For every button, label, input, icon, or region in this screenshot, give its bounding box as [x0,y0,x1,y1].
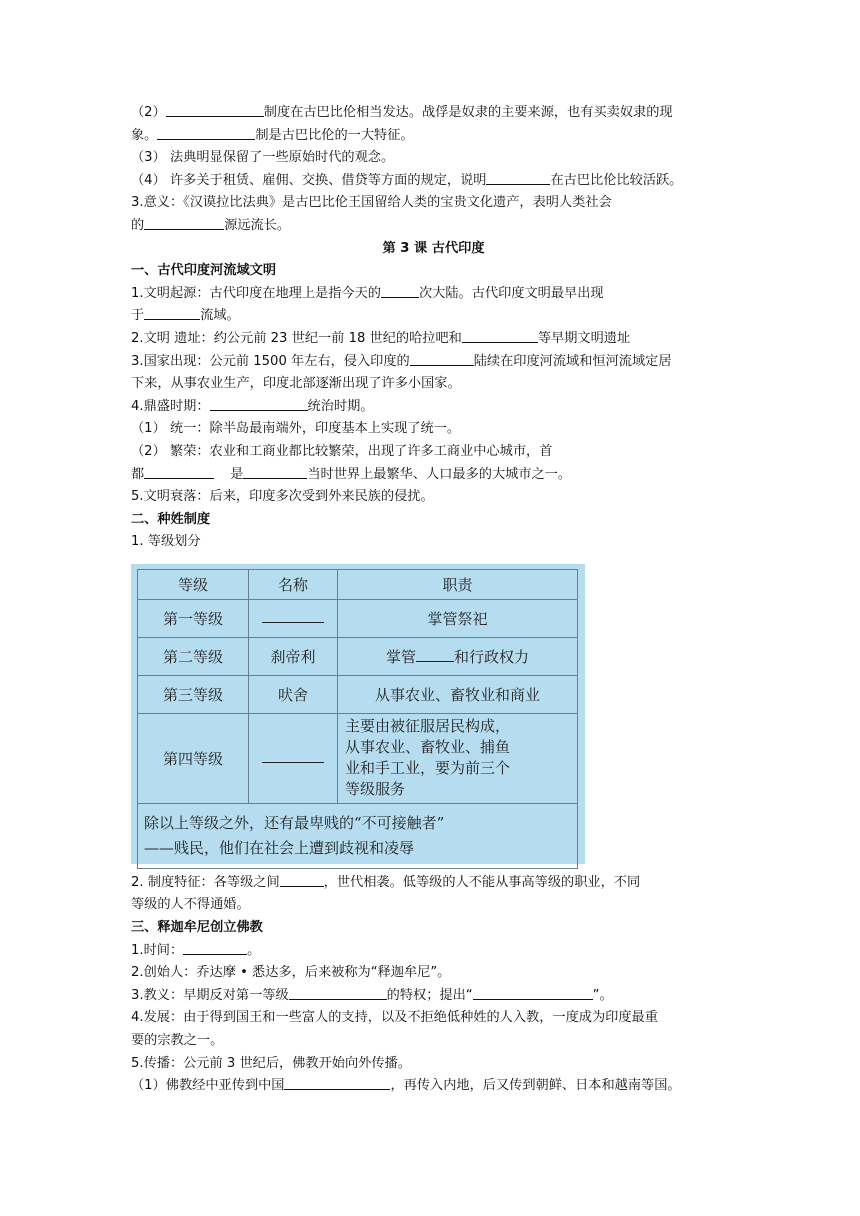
table-header: 等级 [138,569,249,599]
table-cell: 第四等级 [138,713,249,803]
table-row [138,599,578,637]
table-row [138,675,578,713]
table-cell: 掌管祭祀 [338,599,578,637]
text-line: 3.意义：《汉谟拉比法典》是古巴比伦王国留给人类的宝贵文化遗产，表明人类社会 [131,195,612,211]
text-line: 于 流域。 [131,308,240,324]
caste-table-image [131,564,585,864]
fill-blank[interactable] [462,329,538,343]
text-line: 5.文明衰落：后来，印度多次受到外来民族的侵扰。 [131,489,434,505]
caste-table [137,569,578,869]
fill-blank[interactable] [280,873,324,887]
text-line: 3.国家出现：公元前 1500 年左右，侵入印度的 陆续在印度河流域和恒河流域定居 [131,353,672,369]
text-line: 的 源远流长。 [131,217,291,233]
text-line: 等级的人不得通婚。 [131,897,250,913]
text-line: 4.鼎盛时期： 统治时期。 [131,398,374,414]
table-cell: 第三等级 [138,675,249,713]
fill-blank[interactable] [416,651,454,662]
text-line: 1.时间： 。 [131,942,261,958]
text-line: （4） 许多关于租赁、雇佣、交换、借贷等方面的规定，说明 在古巴比伦比较活跃。 [131,172,683,188]
lesson-title: 第 3 课 古代印度 [382,240,485,256]
table-cell: 吠舍 [249,675,338,713]
fill-blank[interactable] [410,352,474,366]
table-header: 名称 [249,569,338,599]
fill-blank[interactable] [183,941,247,955]
text-line: 2.创始人：乔达摩 • 悉达多，后来被称为“释迦牟尼”。 [131,965,451,981]
fill-blank[interactable] [486,171,550,185]
text-line: （2） 制度在古巴比伦相当发达。战俘是奴隶的主要来源，也有买卖奴隶的现 [131,105,673,120]
table-cell: 从事农业、畜牧业和商业 [338,675,578,713]
fill-blank[interactable] [144,465,214,479]
fill-blank[interactable] [144,216,224,230]
fill-blank[interactable] [284,1076,390,1090]
table-cell: 主要由被征服居民构成， 从事农业、畜牧业、捕鱼 业和手工业，要为前三个 等级服务 [338,713,578,803]
fill-blank[interactable] [289,986,387,1000]
text-line: 象。 制是古巴比伦的一大特征。 [131,127,414,143]
fill-blank[interactable] [243,465,307,479]
fill-blank[interactable] [262,752,324,763]
table-cell: 第二等级 [138,637,249,675]
section-heading: 二、种姓制度 [131,511,211,527]
text-line: （1）佛教经中亚传到中国 ，再传入内地，后又传到朝鲜、日本和越南等国。 [131,1078,681,1094]
table-cell [249,599,338,637]
text-line: 1. 等级划分 [131,534,201,550]
table-footer: 除以上等级之外，还有最卑贱的“不可接触者” ——贱民，他们在社会上遭到歧视和凌辱 [138,803,578,868]
text-line: 2. 制度特征：各等级之间 ，世代相袭。低等级的人不能从事高等级的职业，不同 [131,874,641,890]
table-row [138,637,578,675]
table-row [138,713,578,803]
text-line: 5.传播：公元前 3 世纪后，佛教开始向外传播。 [131,1055,411,1071]
text-line: 3.教义：早期反对第一等级 的特权；提出“ ”。 [131,987,613,1003]
document-page [131,102,736,1098]
fill-blank[interactable] [144,306,200,320]
text-line: 都 是 当时世界上最繁华、人口最多的大城市之一。 [131,466,572,482]
text-line: 要的宗教之一。 [131,1033,224,1049]
fill-blank[interactable] [473,986,593,1000]
text-line: 1.文明起源：古代印度在地理上是指今天的 次大陆。古代印度文明最早出现 [131,285,604,301]
text-line: 2.文明 遗址：约公元前 23 世纪一前 18 世纪的哈拉吧和 等早期文明遗址 [131,330,631,346]
table-cell: 掌管 和行政权力 [338,637,578,675]
fill-blank[interactable] [210,397,308,411]
fill-blank[interactable] [166,103,264,117]
text-line: （1） 统一：除半岛最南端外，印度基本上实现了统一。 [131,421,461,437]
text-line: （2） 繁荣：农业和工商业都比较繁荣，出现了许多工商业中心城市，首 [131,443,553,459]
table-cell: 第一等级 [138,599,249,637]
section-heading: 一、古代印度河流域文明 [131,263,277,279]
section-heading: 三、释迦牟尼创立佛教 [131,920,263,936]
table-cell: 刹帝利 [249,637,338,675]
table-cell [249,713,338,803]
fill-blank[interactable] [262,612,324,623]
text-line: 下来，从事农业生产，印度北部逐渐出现了许多小国家。 [131,376,461,392]
text-line: （3） 法典明显保留了一些原始时代的观念。 [131,150,395,166]
fill-blank[interactable] [157,126,255,140]
table-row [138,803,578,868]
fill-blank[interactable] [381,284,419,298]
text-line: 4.发展：由于得到国王和一些富人的支持，以及不拒绝低种姓的人入教，一度成为印度最重 [131,1010,658,1026]
table-header: 职责 [338,569,578,599]
